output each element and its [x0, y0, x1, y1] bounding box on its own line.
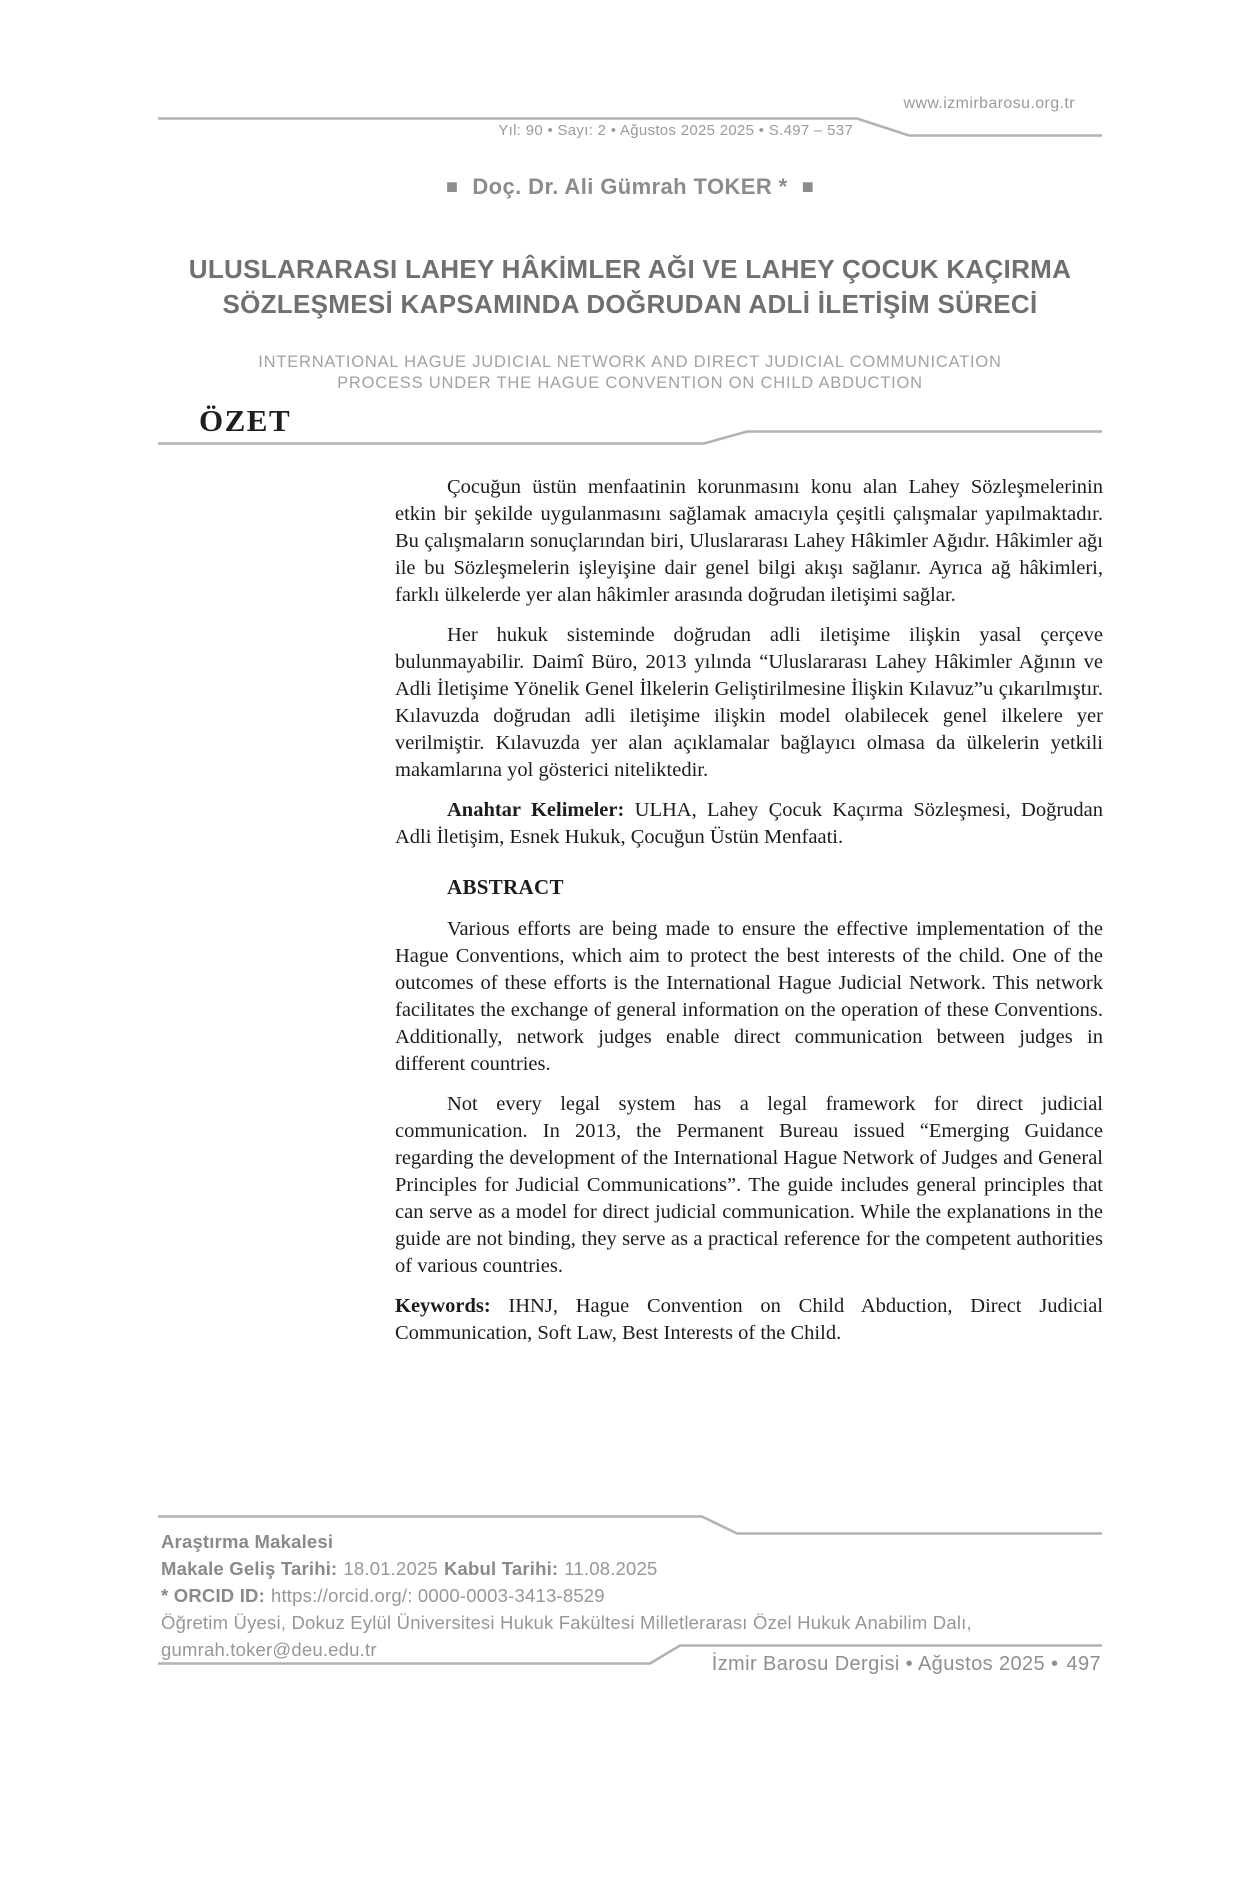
article-dates: [161, 1558, 664, 1580]
abstract-paragraph-1: Various efforts are being made to ensure the effective implementation of the Hague Conventions, which aim to protect the best interests of the child. One of the outcomes of these efforts is the International Hague Judicial Network. This network facilitates the exchange of general information on the operation of these Conventions. Additionally, network judges enable direct communication between judges in different countries.: [395, 918, 1103, 1075]
square-marker-icon: ■: [801, 176, 815, 198]
accepted-date-label: Kabul Tarihi:: [443, 1558, 559, 1579]
author-name: Doç. Dr. Ali Gümrah TOKER *: [472, 174, 788, 199]
square-marker-icon: ■: [445, 176, 459, 198]
article-type: Araştırma Makalesi: [161, 1531, 334, 1552]
author-email: gumrah.toker@deu.edu.tr: [161, 1639, 377, 1660]
received-date-value: 18.01.2025: [343, 1558, 438, 1579]
accepted-date-value: 11.08.2025: [564, 1558, 658, 1579]
page-content: [157, 0, 1103, 1890]
orcid-line: [161, 1585, 611, 1607]
page-number: 497: [1066, 1653, 1101, 1675]
journal-website-url: www.izmirbarosu.org.tr: [903, 95, 1075, 112]
keywords-turkish-text: ULHA, Lahey Çocuk Kaçırma Sözleşmesi, Doğrudan Adli İletişim, Esnek Hukuk, Çocuğun Üstün Menfaati.: [395, 799, 1104, 848]
keywords-turkish-label: Anahtar Kelimeler:: [447, 799, 625, 821]
author-line: [157, 174, 1103, 200]
article-title-turkish: ULUSLARARASI LAHEY HÂKİMLER AĞI VE LAHEY ÇOCUK KAÇIRMA SÖZLEŞMESİ KAPSAMINDA DOĞRUDAN ADLİ İLETİŞİM SÜRECİ: [188, 254, 1072, 319]
ozet-step-divider-line: [157, 428, 1103, 448]
keywords-turkish: [395, 797, 1103, 851]
abstract-body-column: [395, 474, 1103, 1360]
abstract-paragraph-2: Not every legal system has a legal framework for direct judicial communication. In 2013, the Permanent Bureau issued “Emerging Guidance regarding the development of the International Hague Network of Judges and General Principles for Judicial Communications”. The guide includes general principles that can serve as a model for direct judicial communication. While the explanations in the guide are not binding, they serve as a practical reference for the competent authorities of various countries.: [395, 1093, 1103, 1277]
article-title-english: INTERNATIONAL HAGUE JUDICIAL NETWORK AND DIRECT JUDICIAL COMMUNICATION PROCESS UNDER THE HAGUE CONVENTION ON CHILD ABDUCTION: [258, 353, 1002, 392]
journal-footer-line: [712, 1653, 1101, 1676]
abstract-section-heading: ABSTRACT: [447, 875, 564, 899]
ozet-paragraph-2: Her hukuk sisteminde doğrudan adli iletişime ilişkin yasal çerçeve bulunmayabilir. Daimî Büro, 2013 yılında “Uluslararası Lahey Hâkimler Ağının ve Adli İletişime Yönelik Genel İlkelerin Geliştirilmesine İlişkin Kılavuz”u çıkarılmıştır. Kılavuzda doğrudan adli iletişime ilişkin model olabilecek genel ilkelere yer verilmiştir. Kılavuzda yer alan açıklamalar bağlayıcı olmasa da ülkelerin yetkili makamlarına yol gösterici niteliktedir.: [395, 624, 1103, 781]
issue-info: Yıl: 90 • Sayı: 2 • Ağustos 2025 2025 • S.497 – 537: [498, 122, 853, 139]
keywords-english: [395, 1293, 1103, 1347]
orcid-value: https://orcid.org/: 0000-0003-3413-8529: [270, 1585, 605, 1606]
keywords-english-text: IHNJ, Hague Convention on Child Abduction, Direct Judicial Communication, Soft Law, Best Interests of the Child.: [395, 1295, 1104, 1344]
received-date-label: Makale Geliş Tarihi:: [161, 1558, 338, 1579]
keywords-english-label: Keywords:: [395, 1295, 491, 1317]
journal-name-date: İzmir Barosu Dergisi • Ağustos 2025 •: [711, 1653, 1059, 1675]
orcid-label: * ORCID ID:: [161, 1585, 265, 1606]
author-affiliation: Öğretim Üyesi, Dokuz Eylül Üniversitesi Hukuk Fakültesi Milletlerarası Özel Hukuk Anabilim Dalı,: [161, 1612, 972, 1633]
ozet-paragraph-1: Çocuğun üstün menfaatinin korunmasını konu alan Lahey Sözleşmelerinin etkin bir şekilde uygulanmasını sağlamak amacıyla çeşitli çalışmalar yapılmaktadır. Bu çalışmaların sonuçlarından biri, Uluslararası Lahey Hâkimler Ağıdır. Hâkimler ağı ile bu Sözleşmelerin işleyişine dair genel bilgi akışı sağlanır. Ayrıca ağ hâkimleri, farklı ülkelerde yer alan hâkimler arasında doğrudan iletişimi sağlar.: [395, 476, 1103, 606]
ozet-section-heading: ÖZET: [199, 403, 292, 438]
